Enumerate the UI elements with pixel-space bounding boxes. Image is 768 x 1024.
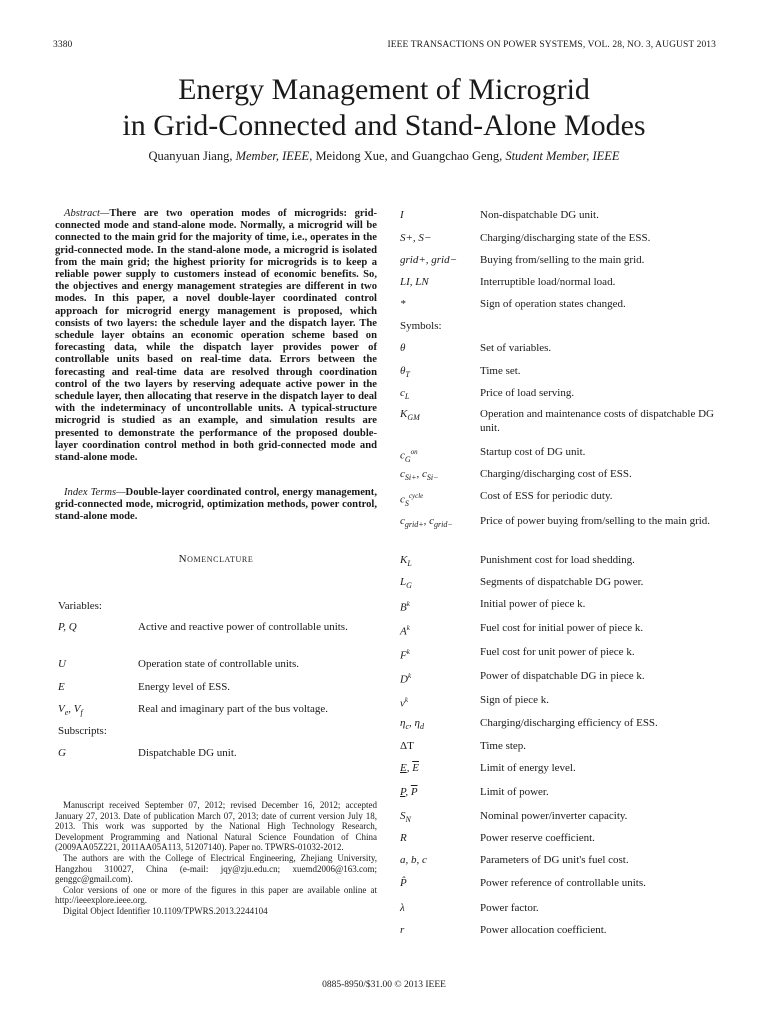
nomenclature-definition: Active and reactive power of controllable units. <box>138 621 348 633</box>
footnote <box>55 800 377 917</box>
index-terms <box>55 487 377 524</box>
nomenclature-symbol: $v^k$ <box>400 696 408 710</box>
nomenclature-symbol: $K_{GM}$ <box>400 408 420 423</box>
author-line: Quanyuan Jiang, Member, IEEE, Meidong Xue, and Guangchao Geng, Student Member, IEEE <box>148 149 620 163</box>
nomenclature-definition: Charging/discharging cost of ESS. <box>480 468 632 480</box>
author-role: Member, IEEE <box>235 149 310 163</box>
symbols-label: Symbols: <box>400 320 442 332</box>
nomenclature-symbol: grid+, grid− <box>400 254 458 266</box>
footnote-manuscript: Manuscript received September 07, 2012; revised December 16, 2012; accepted January 27, 2013. Date of publication March 07, 2013; date of current version July 18, 2013. This work was supported by the National High Technology Research, Development Programming and National Natural Science Foundation of China (2009AA05Z221, 2011AA05A113, 51207140). Paper no. TPWRS-01032-2012. <box>55 800 377 853</box>
variables-label: Variables: <box>58 600 102 612</box>
nomenclature-definition: Parameters of DG unit's fuel cost. <box>480 854 629 866</box>
nomenclature-symbol: E <box>58 681 65 693</box>
nomenclature-definition: Sign of piece k. <box>480 694 550 706</box>
nomenclature-definition: Segments of dispatchable DG power. <box>480 576 644 588</box>
abstract-text: There are two operation modes of microgrids: grid-connected mode and stand-alone mode. Normally, a microgrid will be connected to the main grid for the majority of time, i.e., operates in the grid-connected mode. In the stand-alone mode, a microgrid is isolated from the main grid; the highest priority for microgrids is to keep a reliable power supply to customers instead of economic benefits. So, the objectives and energy management strategies are different in two modes. In this paper, a novel double-layer coordinated control approach for microgrid energy management is proposed, which consists of two layers: the schedule layer and the dispatch layer. The schedule layer obtains an economic operation scheme based on forecasting data, while the dispatch layer provides power of controllable units based on real-time data. Errors between the forecasting and real-time data are resolved through coordination control of the two layers by reserving adequate active power in the schedule layer, then allocating that reserve in the dispatch layer to deal with the indeterminacy of uncontrollable units. A typical-structure microgrid is studied as an example, and simulation results are presented to demonstrate the performance of the proposed double-layer coordination control method in both grid-connected mode and stand-alone mode. <box>55 208 377 464</box>
nomenclature-symbol: $c_L$ <box>400 387 410 402</box>
nomenclature-symbol: I <box>400 209 404 221</box>
nomenclature-symbol: $L_G$ <box>400 576 412 591</box>
index-terms-text: Double-layer coordinated control, energy management, grid-connected mode, microgrid, optimization methods, power control, stand-alone mode. <box>55 487 377 523</box>
abstract-label: Abstract— <box>64 208 110 219</box>
nomenclature-symbol: U <box>58 658 66 670</box>
nomenclature-symbol: λ <box>400 902 405 914</box>
paper-title <box>0 72 768 144</box>
nomenclature-definition: Set of variables. <box>480 342 552 354</box>
nomenclature-definition: Cost of ESS for periodic duty. <box>480 490 613 502</box>
author-name: Quanyuan Jiang <box>148 149 230 163</box>
nomenclature-definition: Charging/discharging efficiency of ESS. <box>480 717 658 729</box>
nomenclature-definition: Limit of power. <box>480 786 549 798</box>
nomenclature-definition: Price of power buying from/selling to the main grid. <box>480 515 711 527</box>
nomenclature-definition: Operation state of controllable units. <box>138 658 299 670</box>
nomenclature-symbol: $B^k$ <box>400 600 410 614</box>
nomenclature-symbol: ΔT <box>400 740 414 752</box>
nomenclature-symbol: $c_{grid+}$, $c_{grid-}$ <box>400 515 453 530</box>
nomenclature-symbol: $c_{Si+}$, $c_{Si-}$ <box>400 468 439 483</box>
nomenclature-symbol: $F^k$ <box>400 648 410 662</box>
nomenclature-symbol: E, $\overline{E}$ <box>400 762 419 774</box>
nomenclature-definition: Real and imaginary part of the bus voltage. <box>138 703 328 715</box>
nomenclature-definition: Sign of operation states changed. <box>480 298 626 310</box>
footnote-affiliation: The authors are with the College of Electrical Engineering, Zhejiang University, Hangzhou 310027, China (e-mail: jqy@zju.edu.cn; xuemd2006@163.com; genggc@gmail.com). <box>55 852 377 885</box>
nomenclature-symbol: P, $\overline{P}$ <box>400 786 418 798</box>
nomenclature-definition: Power of dispatchable DG in piece k. <box>480 670 645 682</box>
nomenclature-definition: Power allocation coefficient. <box>480 924 607 936</box>
nomenclature-symbol: R <box>400 832 407 844</box>
nomenclature-symbol: $D^k$ <box>400 672 412 686</box>
copyright: 0885-8950/$31.00 © 2013 IEEE <box>322 980 446 990</box>
nomenclature-definition: Energy level of ESS. <box>138 681 231 693</box>
nomenclature-heading: Nomenclature <box>178 553 254 565</box>
page-number: 3380 <box>53 40 73 50</box>
nomenclature-symbol: a, b, c <box>400 854 427 866</box>
nomenclature-definition: Charging/discharging state of the ESS. <box>480 232 651 244</box>
footnote-doi: Digital Object Identifier 10.1109/TPWRS.2013.2244104 <box>63 905 268 916</box>
nomenclature-definition: Buying from/selling to the main grid. <box>480 254 645 266</box>
nomenclature-symbol: LI, LN <box>400 276 429 288</box>
nomenclature-symbol: G <box>58 747 66 759</box>
index-terms-label: Index Terms— <box>64 487 126 498</box>
nomenclature-definition: Non-dispatchable DG unit. <box>480 209 599 221</box>
nomenclature-symbol: r <box>400 924 405 936</box>
nomenclature-symbol: $V_e$, $V_f$ <box>58 703 83 718</box>
nomenclature-definition: Price of load serving. <box>480 387 575 399</box>
footnote-color-note: Color versions of one or more of the figures in this paper are available online at http://ieeexplore.ieee.org. <box>55 884 377 906</box>
nomenclature-symbol: S+, S− <box>400 232 432 244</box>
nomenclature-definition: Time step. <box>480 740 527 752</box>
subscripts-label: Subscripts: <box>58 725 107 737</box>
journal-header: IEEE TRANSACTIONS ON POWER SYSTEMS, VOL. 28, NO. 3, AUGUST 2013 <box>387 40 716 50</box>
nomenclature-symbol: * <box>400 298 406 310</box>
author-role: Student Member, IEEE <box>505 149 620 163</box>
nomenclature-symbol: $K_L$ <box>400 554 412 569</box>
nomenclature-symbol: $S_N$ <box>400 810 411 825</box>
nomenclature-symbol: $c_S^{cycle}$ <box>400 492 424 508</box>
author-name: Meidong Xue, and Guangchao Geng <box>315 149 500 163</box>
nomenclature-definition: Fuel cost for unit power of piece k. <box>480 646 635 658</box>
abstract <box>55 208 377 464</box>
nomenclature-definition: Operation and maintenance costs of dispatchable DG unit. <box>480 408 714 434</box>
nomenclature-definition: Power reserve coefficient. <box>480 832 595 844</box>
nomenclature-definition: Dispatchable DG unit. <box>138 747 237 759</box>
nomenclature-symbol: $c_G^{on}$ <box>400 448 418 464</box>
nomenclature-symbol: $A^k$ <box>400 624 410 638</box>
nomenclature-definition: Time set. <box>480 365 521 377</box>
nomenclature-symbol: θ <box>400 342 406 354</box>
nomenclature-definition: Limit of energy level. <box>480 762 576 774</box>
title-line-2: in Grid-Connected and Stand-Alone Modes <box>122 109 646 142</box>
nomenclature-definition: Fuel cost for initial power of piece k. <box>480 622 644 634</box>
nomenclature-definition: Startup cost of DG unit. <box>480 446 586 458</box>
nomenclature-symbol: P, Q <box>58 621 77 633</box>
nomenclature-symbol: $\eta_c$, $\eta_d$ <box>400 717 424 732</box>
title-line-1: Energy Management of Microgrid <box>178 73 590 106</box>
nomenclature-definition: Punishment cost for load shedding. <box>480 554 635 566</box>
nomenclature-symbol: $\theta_T$ <box>400 365 410 380</box>
nomenclature-definition: Initial power of piece k. <box>480 598 586 610</box>
nomenclature-definition: Power factor. <box>480 902 539 914</box>
nomenclature-definition: Interruptible load/normal load. <box>480 276 616 288</box>
nomenclature-definition: Nominal power/inverter capacity. <box>480 810 628 822</box>
nomenclature-definition: Power reference of controllable units. <box>480 877 646 889</box>
nomenclature-symbol: P̂ <box>400 877 407 889</box>
